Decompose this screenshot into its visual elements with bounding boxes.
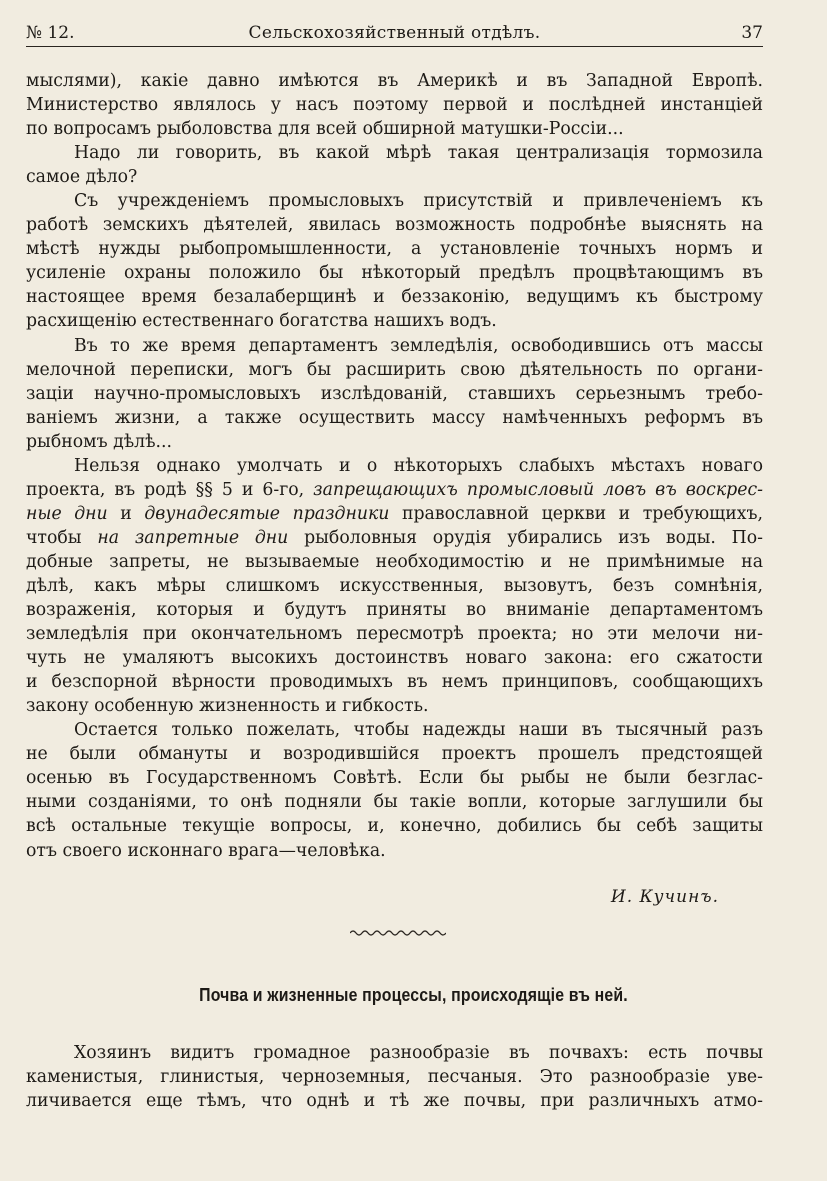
text-line: Надо ли говорить, въ какой мѣрѣ такая централизація тормозила <box>74 143 763 164</box>
text-line: ваніемъ жизни, а также осуществить массу намѣченныхъ реформъ въ <box>26 407 763 428</box>
text-line: ными созданіями, то онѣ подняли бы такіе вопли, которые заглушили бы <box>26 792 763 813</box>
text-run: чтобы <box>26 527 82 548</box>
text-line: всѣ остальные текущіе вопросы, и, конечно, добились бы себѣ защиты <box>26 816 763 837</box>
text-line: Остается только пожелать, чтобы надежды наши въ тысячный разъ <box>74 720 763 741</box>
decorative-divider <box>350 928 446 938</box>
text-line: каменистыя, глинистыя, черноземныя, песчаныя. Это разнообразіе уве- <box>26 1067 763 1088</box>
text-line: Съ учрежденіемъ промысловыхъ присутствій и привлеченіемъ къ <box>74 191 763 212</box>
text-line: мѣстѣ нужды рыбопромышленности, а установленіе точныхъ нормъ и <box>26 239 763 260</box>
text-line: отъ своего исконнаго врага—человѣка. <box>26 840 386 861</box>
next-article-body <box>26 1041 763 1113</box>
article-body <box>26 69 763 863</box>
emphasis-text: двунадесятые праздники <box>144 503 390 524</box>
next-article-title: Почва и жизненные процессы, происходящіе въ ней. <box>199 985 628 1005</box>
issue-number: № 12. <box>26 23 75 43</box>
text-line: усиленіе охраны положило бы нѣкоторый предѣлъ процвѣтающимъ въ <box>26 263 763 284</box>
text-run: и <box>120 503 132 524</box>
text-line <box>26 478 763 502</box>
header-rule <box>26 46 763 47</box>
text-line: рыбномъ дѣлѣ... <box>26 431 173 452</box>
text-line: Министерство являлось у насъ поэтому первой и послѣдней инстанціей <box>26 95 763 116</box>
text-line: Въ то же время департаментъ земледѣлія, освободившись отъ массы <box>74 335 763 356</box>
text-line: личивается еще тѣмъ, что однѣ и тѣ же почвы, при различныхъ атмо- <box>26 1091 763 1112</box>
page-number: 37 <box>741 23 763 43</box>
running-header <box>26 20 763 46</box>
text-line: мыслями), какіе давно имѣются въ Америкѣ и въ Западной Европѣ. <box>26 71 763 91</box>
text-line: дѣлѣ, какъ мѣры слишкомъ искусственныя, вызовутъ, безъ сомнѣнія, <box>26 575 763 596</box>
text-line: работѣ земскихъ дѣятелей, явилась возможность подробнѣе выяснять на <box>26 215 763 236</box>
text-line: заціи научно-промысловыхъ изслѣдованій, ставшихъ серьезнымъ требо- <box>26 383 763 404</box>
text-line: осенью въ Государственномъ Совѣтѣ. Если бы рыбы не были безглас- <box>26 768 763 789</box>
text-line: по вопросамъ рыболовства для всей обширной матушки-Россіи... <box>26 119 624 140</box>
text-line: самое дѣло? <box>26 167 138 188</box>
text-line: расхищенію естественнаго богатства нашихъ водъ. <box>26 311 497 332</box>
text-line: Хозяинъ видитъ громадное разнообразіе въ почвахъ: есть почвы <box>74 1043 763 1063</box>
text-run: православной церкви и требующихъ, <box>401 503 763 524</box>
text-line <box>26 502 763 526</box>
text-line: возраженія, которыя и будутъ приняты во вниманіе департаментомъ <box>26 600 763 621</box>
section-title: Сельскохозяйственный отдѣлъ. <box>248 23 541 43</box>
text-line: закону особенную жизненность и гибкость. <box>26 696 429 717</box>
text-line: мелочной переписки, могъ бы расширить свою дѣятельность по органи- <box>26 359 763 380</box>
text-line: земледѣлія при окончательномъ пересмотрѣ проекта; но эти мелочи ни- <box>26 624 763 645</box>
text-line <box>26 526 763 550</box>
text-line: не были обмануты и возродившійся проектъ прошелъ предстоящей <box>26 744 763 765</box>
text-line: Нельзя однако умолчать и о нѣкоторыхъ слабыхъ мѣстахъ новаго <box>74 455 763 476</box>
text-line: настоящее время безалаберщинѣ и беззаконію, ведущимъ къ быстрому <box>26 287 763 308</box>
text-line: чуть не умаляютъ высокихъ достоинствъ новаго закона: его сжатости <box>26 648 763 669</box>
emphasis-text: запрещающихъ промысловый ловъ въ воскрес- <box>313 479 763 500</box>
author-signature: И. Кучинъ. <box>610 887 719 907</box>
text-line: и безспорной вѣрности проводимыхъ въ немъ принциповъ, сообщающихъ <box>26 672 763 693</box>
emphasis-text: на запретные дни <box>97 527 289 548</box>
emphasis-text: ные дни <box>26 503 108 524</box>
text-run: проекта, въ родѣ §§ 5 и 6-го, <box>26 479 305 500</box>
text-line: добные запреты, не вызываемые необходимостію и не примѣнимые на <box>26 551 763 572</box>
text-run: рыболовныя орудія убирались изъ воды. По- <box>304 527 763 548</box>
